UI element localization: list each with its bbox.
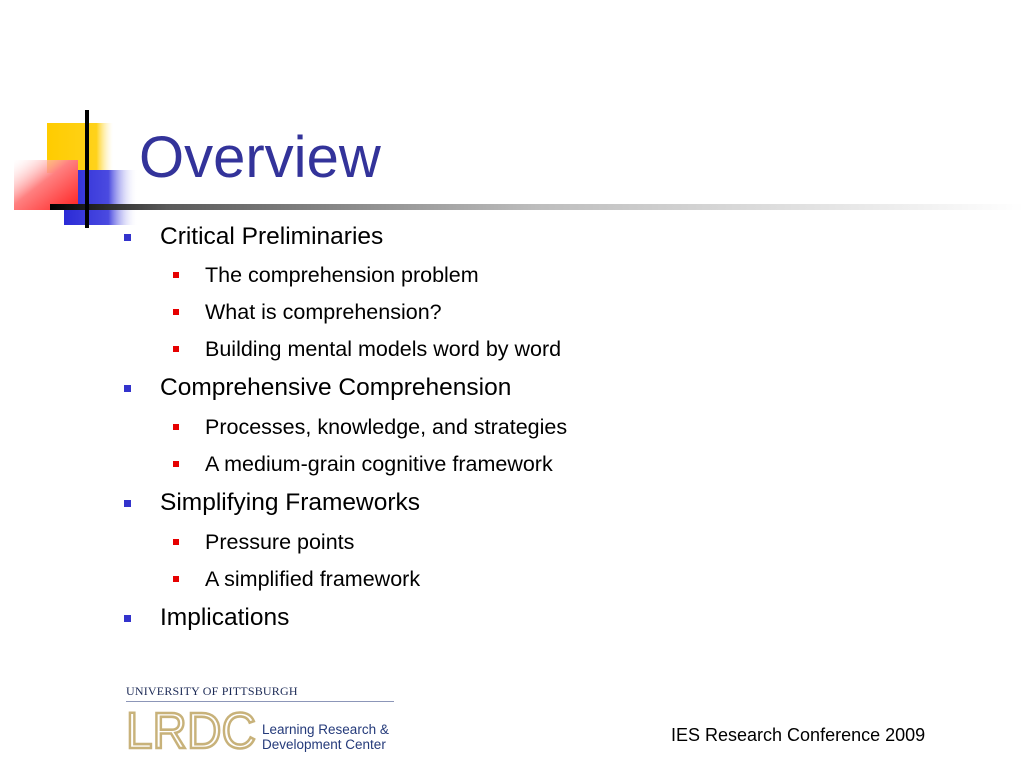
sub-bullet-text: The comprehension problem [205,263,479,287]
sub-bullet-item [205,299,442,325]
sub-bullet-item [205,451,553,477]
sub-bullet-text: A simplified framework [205,567,421,591]
square-bullet-icon [124,615,131,622]
sub-bullet-item [205,566,420,592]
bullet-item [160,373,511,403]
lrdc-logo-mark [126,704,260,754]
bullet-text: Implications [160,604,290,631]
bullet-item [160,603,289,633]
sub-bullet-text: Building mental models word by word [205,337,562,361]
sub-bullet-text: What is comprehension? [205,300,442,324]
lrdc-logo [126,684,398,756]
sub-bullet-text: Pressure points [205,530,355,554]
square-bullet-icon [173,309,179,315]
logo-name-line-1: Learning Research & [262,722,389,737]
square-bullet-icon [124,500,131,507]
bullet-item [160,488,420,518]
square-bullet-icon [173,346,179,352]
footer-conference: IES Research Conference 2009 [671,725,926,745]
sub-bullet-item [205,262,479,288]
bullet-text: Comprehensive Comprehension [160,374,512,401]
sub-bullet-text: Processes, knowledge, and strategies [205,415,568,439]
square-bullet-icon [124,385,131,392]
sub-bullet-item [205,529,354,555]
square-bullet-icon [173,461,179,467]
slide-title: Overview [139,125,381,190]
logo-center-name [262,722,389,752]
logo-divider [126,701,394,702]
square-bullet-icon [124,234,131,241]
sub-bullet-item [205,336,561,362]
bullet-text: Critical Preliminaries [160,223,384,250]
square-bullet-icon [173,424,179,430]
logo-name-line-2: Development Center [262,737,386,752]
square-bullet-icon [173,539,179,545]
sub-bullet-text: A medium-grain cognitive framework [205,452,553,476]
square-bullet-icon [173,576,179,582]
logo-acronym: LRDC [126,704,256,754]
sub-bullet-item [205,414,567,440]
square-bullet-icon [173,272,179,278]
bullet-item [160,222,383,252]
bullet-text: Simplifying Frameworks [160,489,421,516]
university-name: UNIVERSITY OF PITTSBURGH [126,684,298,698]
